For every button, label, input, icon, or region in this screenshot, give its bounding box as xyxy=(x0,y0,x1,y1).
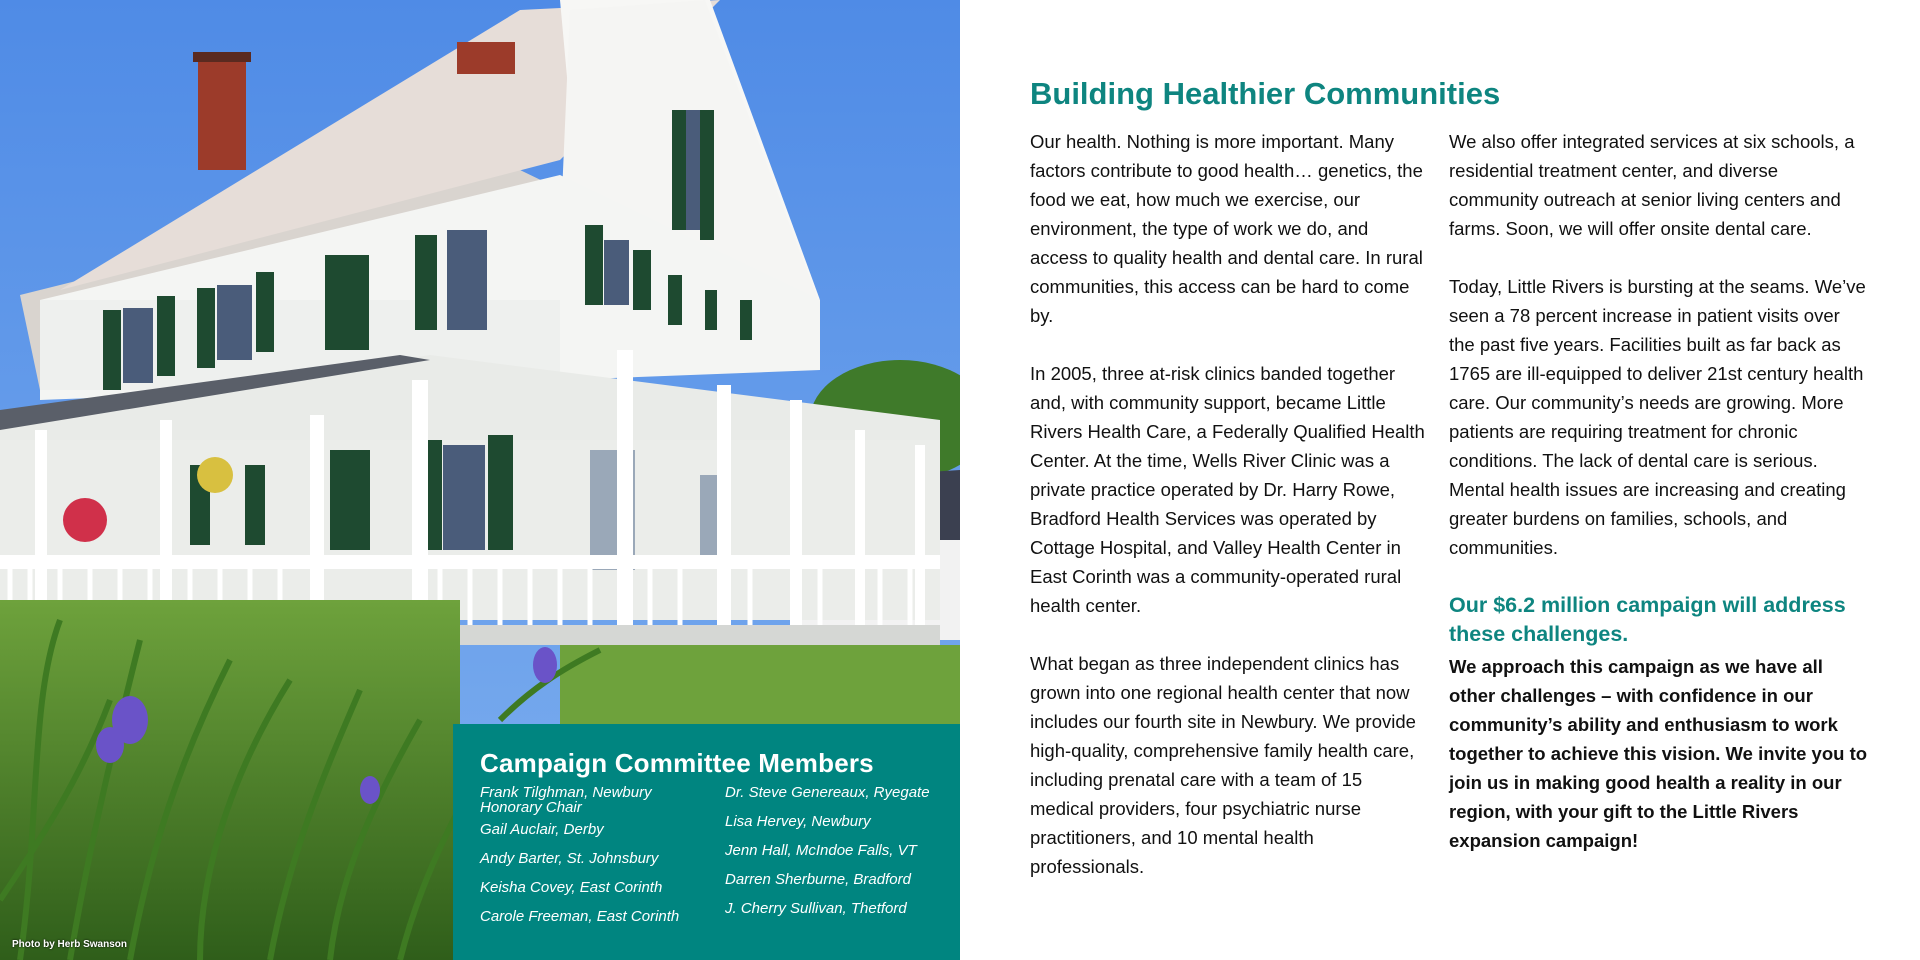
text-column-right xyxy=(1449,127,1869,884)
committee-member: Carole Freeman, East Corinth xyxy=(480,908,680,925)
committee-member-role: Honorary Chair xyxy=(480,799,582,816)
committee-member: Jenn Hall, McIndoe Falls, VT xyxy=(725,842,917,859)
campaign-subhead: Our $6.2 million campaign will address these challenges. xyxy=(1449,593,1846,646)
text-column-left xyxy=(1030,127,1430,910)
committee-title: Campaign Committee Members xyxy=(480,748,874,778)
committee-columns xyxy=(480,785,960,938)
committee-box xyxy=(453,724,960,960)
committee-member: Andy Barter, St. Johnsbury xyxy=(480,850,659,867)
body-paragraph: We also offer integrated services at six schools, a residential treatment center, and diverse community outreach at senior living centers and farms. Soon, we will offer onsite dental care. xyxy=(1449,131,1855,239)
body-paragraph: Today, Little Rivers is bursting at the seams. We’ve seen a 78 percent increase in patient visits over the past five years. Facilities built as far back as 1765 are ill-equipped to deliver 21st century health care. Our community’s needs are growing. More patients are requiring treatment for chronic conditions. The lack of dental care is serious. Mental health issues are increasing and creating greater burdens on families, schools, and communities. xyxy=(1449,276,1866,558)
committee-member: Dr. Steve Genereaux, Ryegate xyxy=(725,784,930,801)
committee-member: Gail Auclair, Derby xyxy=(480,821,604,838)
photo-credit: Photo by Herb Swanson xyxy=(12,939,128,950)
committee-member: Keisha Covey, East Corinth xyxy=(480,879,663,896)
page-title: Building Healthier Communities xyxy=(1030,76,1501,111)
committee-member: Darren Sherburne, Bradford xyxy=(725,871,911,888)
committee-right-column xyxy=(725,785,930,938)
body-paragraph: In 2005, three at-risk clinics banded together and, with community support, became Little Rivers Health Care, a Federally Qualified Health Center. At the time, Wells River Clinic was a private practice operated by Dr. Harry Rowe, Bradford Health Services was operated by Cottage Hospital, and Valley Health Center in East Corinth was a community-operated rural health center. xyxy=(1030,363,1425,616)
committee-member: Lisa Hervey, Newbury xyxy=(725,813,871,830)
body-paragraph: Our health. Nothing is more important. Many factors contribute to good health… genetics, the food we eat, how much we exercise, our environment, the type of work we do, and access to quality health and dental care. In rural communities, this access can be hard to come by. xyxy=(1030,131,1423,326)
committee-member-name: Frank Tilghman, Newbury xyxy=(480,784,652,801)
body-paragraph: What began as three independent clinics has grown into one regional health center that now includes our fourth site in Newbury. We provide high-quality, comprehensive family health care, including prenatal care with a team of 15 medical providers, four psychiatric nurse practitioners, and 10 mental health professionals. xyxy=(1030,653,1416,877)
committee-member: J. Cherry Sullivan, Thetford xyxy=(725,900,907,917)
committee-member xyxy=(480,785,725,815)
committee-left-column xyxy=(480,785,725,938)
closing-paragraph: We approach this campaign as we have all other challenges – with confidence in our community’s ability and enthusiasm to work together to achieve this vision. We invite you to join us in making good health a reality in our region, with your gift to the Little Rivers expansion campaign! xyxy=(1449,656,1868,851)
